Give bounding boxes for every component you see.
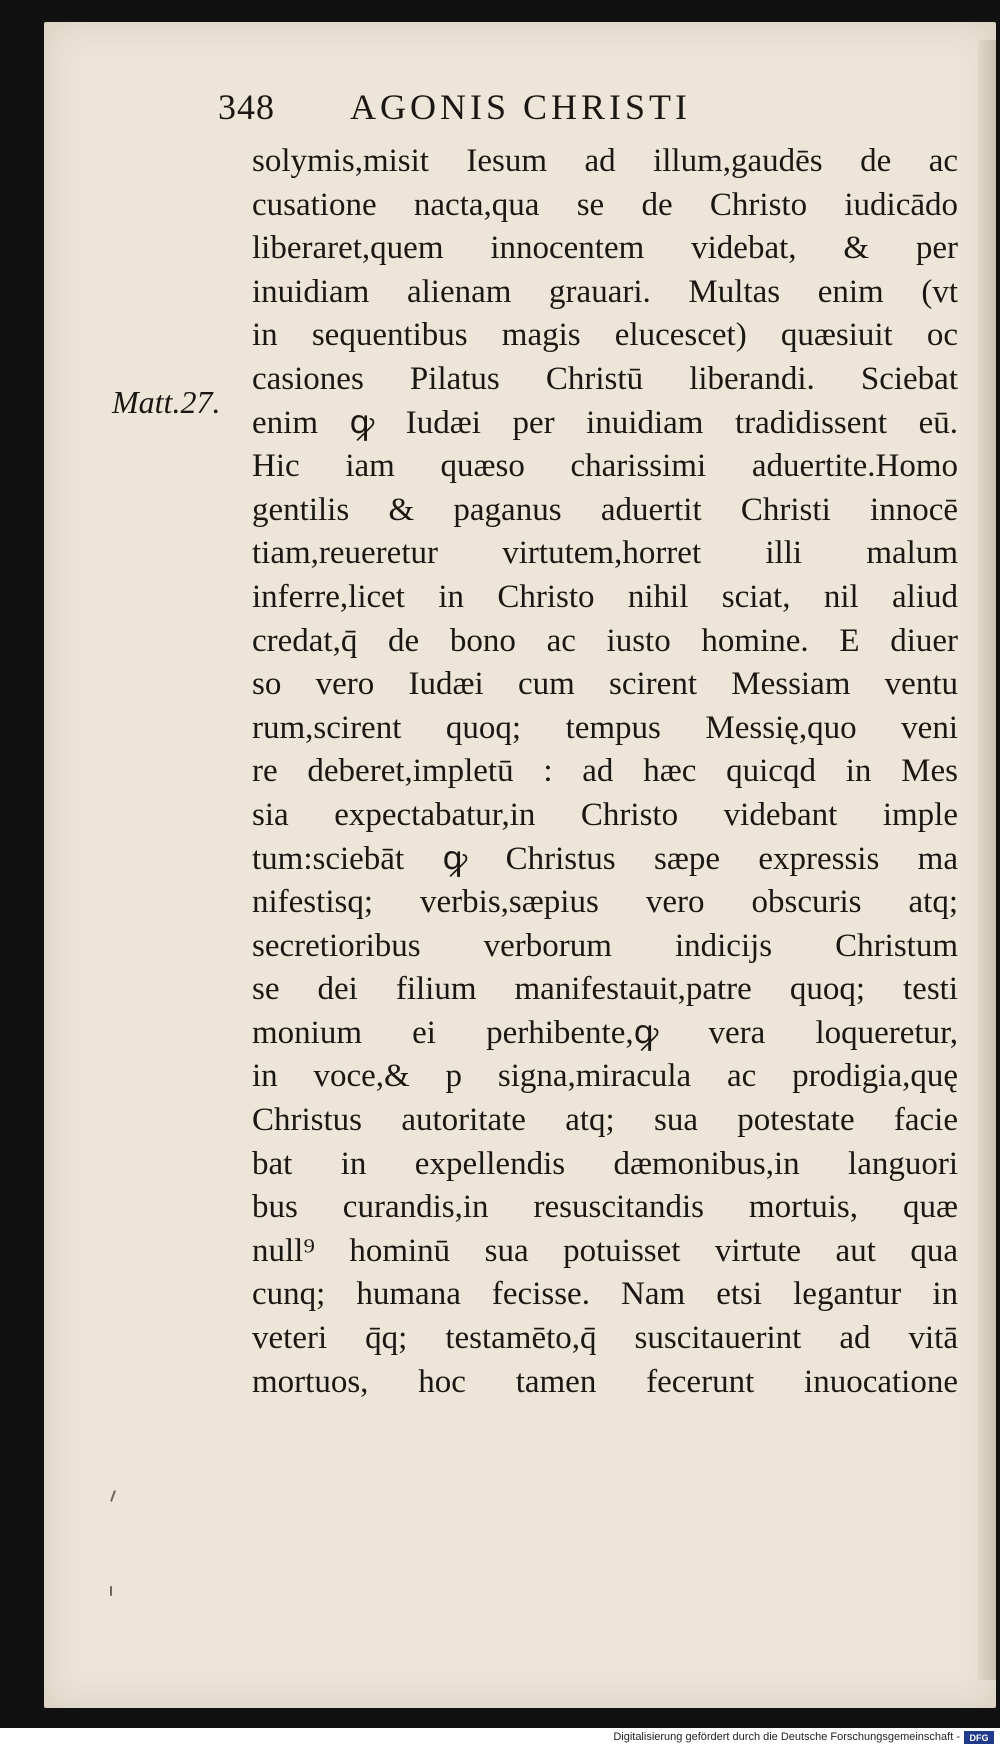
text-line: inferre,licet in Christo nihil sciat, nil aliud xyxy=(252,578,958,615)
text-line: gentilis & paganus aduertit Christi innocē xyxy=(252,491,958,528)
text-line: rum,scirent quoq; tempus Messię,quo veni xyxy=(252,709,958,746)
text-line: in voce,& p signa,miracula ac prodigia,quę xyxy=(252,1058,958,1095)
text-line: solymis,misit Iesum ad illum,gaudēs de ac xyxy=(252,143,958,179)
text-line: se dei filium manifestauit,patre quoq; testi xyxy=(252,971,958,1008)
footer-bar xyxy=(0,1728,1000,1747)
text-line: bat in expellendis dæmonibus,in languori xyxy=(252,1145,958,1182)
text-line: null⁹ hominū sua potuisset virtute aut qua xyxy=(252,1232,958,1269)
text-line: mortuos, hoc tamen fecerunt inuocatione xyxy=(252,1363,958,1400)
text-line: nifestisq; verbis,sæpius vero obscuris atq; xyxy=(252,884,958,921)
text-line: monium ei perhibente,ꝙ vera loqueretur, xyxy=(252,1014,958,1051)
running-head: AGONIS CHRISTI xyxy=(350,87,692,127)
text-line: sia expectabatur,in Christo videbant imple xyxy=(252,796,958,833)
text-line: liberaret,quem innocentem videbat, & per xyxy=(252,230,958,267)
text-line: in sequentibus magis elucescet) quæsiuit oc xyxy=(252,317,958,354)
text-line: tiam,reueretur virtutem,horret illi malum xyxy=(252,535,958,572)
margin-note: Matt.27. xyxy=(112,384,221,420)
dfg-logo-text: DFG xyxy=(969,1733,989,1743)
text-line: cunq; humana fecisse. Nam etsi legantur in xyxy=(252,1276,958,1313)
body-text xyxy=(252,140,958,1404)
page-number: 348 xyxy=(218,87,275,127)
text-line: tum:sciebāt ꝙ Christus sæpe expressis ma xyxy=(252,840,958,877)
text-line: Hic iam quæso charissimi aduertite.Homo xyxy=(252,448,958,485)
text-line: Christus autoritate atq; sua potestate facie xyxy=(252,1102,958,1139)
text-line: cusatione nacta,qua se de Christo iudicādo xyxy=(252,186,958,223)
text-line: casiones Pilatus Christū liberandi. Sciebat xyxy=(252,360,958,397)
funding-credit: Digitalisierung gefördert durch die Deutsche Forschungsgemeinschaft - xyxy=(613,1731,960,1743)
text-line: bus curandis,in resuscitandis mortuis, quæ xyxy=(252,1189,958,1226)
text-line: secretioribus verborum indicijs Christum xyxy=(252,927,958,964)
text-line: enim ꝙ Iudæi per inuidiam tradidissent eū. xyxy=(252,404,958,441)
dfg-logo-icon xyxy=(964,1731,994,1744)
text-line: veteri q̄q; testamēto,q̄ suscitauerint ad vitā xyxy=(252,1320,958,1357)
text-line: credat,q̄ de bono ac iusto homine. E diuer xyxy=(252,622,958,659)
paper-marks xyxy=(108,1490,122,1610)
page-header xyxy=(218,86,858,146)
text-line: inuidiam alienam grauari. Multas enim (vt xyxy=(252,273,958,310)
text-line: so vero Iudæi cum scirent Messiam ventu xyxy=(252,666,958,703)
page-edge xyxy=(978,40,996,1680)
text-line: re deberet,impletū : ad hæc quicqd in Mes xyxy=(252,753,958,790)
